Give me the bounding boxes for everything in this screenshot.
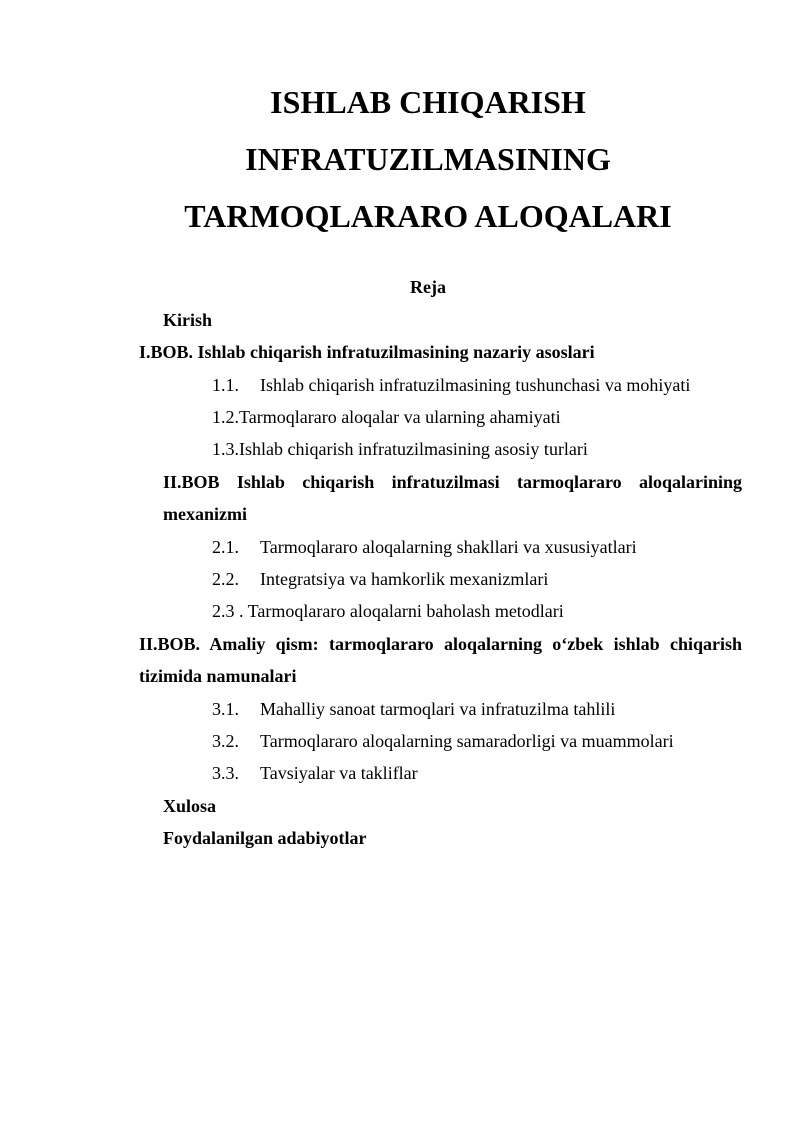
- toc-item-text: Tavsiyalar va takliflar: [260, 763, 418, 783]
- toc-item-number: 1.1.: [212, 375, 239, 395]
- toc-chapter-2-heading: II.BOB Ishlab chiqarish infratuzilmasi tarmoqlararo aloqalarining: [163, 472, 742, 492]
- toc-item-number: 2.2.: [212, 569, 239, 589]
- toc-chapter-1-heading: I.BOB. Ishlab chiqarish infratuzilmasining nazariy asoslari: [139, 342, 595, 362]
- toc-item-text: Tarmoqlararo aloqalarning shakllari va xususiyatlari: [260, 537, 637, 557]
- toc-item-1-3: 1.3.Ishlab chiqarish infratuzilmasining asosiy turlari: [212, 439, 588, 459]
- toc-item-number: 3.1.: [212, 699, 239, 719]
- toc-item-2-1: [212, 536, 637, 558]
- toc-chapter-3-heading-continued: tizimida namunalari: [139, 666, 297, 686]
- toc-chapter-2-heading-continued: mexanizmi: [163, 504, 247, 524]
- toc-item-number: 3.3.: [212, 763, 239, 783]
- toc-item-text: Integratsiya va hamkorlik mexanizmlari: [260, 569, 549, 589]
- toc-item-text: Tarmoqlararo aloqalarning samaradorligi va muammolari: [260, 731, 674, 751]
- toc-item-3-2: [212, 730, 674, 752]
- title-line-3: TARMOQLARARO ALOQALARI: [184, 198, 672, 234]
- toc-item-1-1: [212, 374, 690, 396]
- toc-item-text: Mahalliy sanoat tarmoqlari va infratuzilma tahlili: [260, 699, 616, 719]
- toc-chapter-3-heading: II.BOB. Amaliy qism: tarmoqlararo aloqalarning o‘zbek ishlab chiqarish: [139, 634, 742, 654]
- plan-heading: Reja: [410, 277, 446, 297]
- document-title: [0, 74, 800, 245]
- toc-item-number: 2.1.: [212, 537, 239, 557]
- toc-item-2-3: 2.3 . Tarmoqlararo aloqalarni baholash metodlari: [212, 601, 564, 621]
- toc-intro: Kirish: [163, 310, 213, 330]
- toc-conclusion: Xulosa: [163, 796, 217, 816]
- title-line-1: ISHLAB CHIQARISH: [270, 84, 586, 120]
- title-line-2: INFRATUZILMASINING: [245, 141, 611, 177]
- toc-references: Foydalanilgan adabiyotlar: [163, 828, 367, 848]
- toc-item-3-3: [212, 762, 418, 784]
- toc-item-1-2: 1.2.Tarmoqlararo aloqalar va ularning ahamiyati: [212, 407, 561, 427]
- toc-item-3-1: [212, 698, 615, 720]
- toc-item-2-2: [212, 568, 548, 590]
- toc-item-text: Ishlab chiqarish infratuzilmasining tushunchasi va mohiyati: [260, 375, 691, 395]
- toc-item-number: 3.2.: [212, 731, 239, 751]
